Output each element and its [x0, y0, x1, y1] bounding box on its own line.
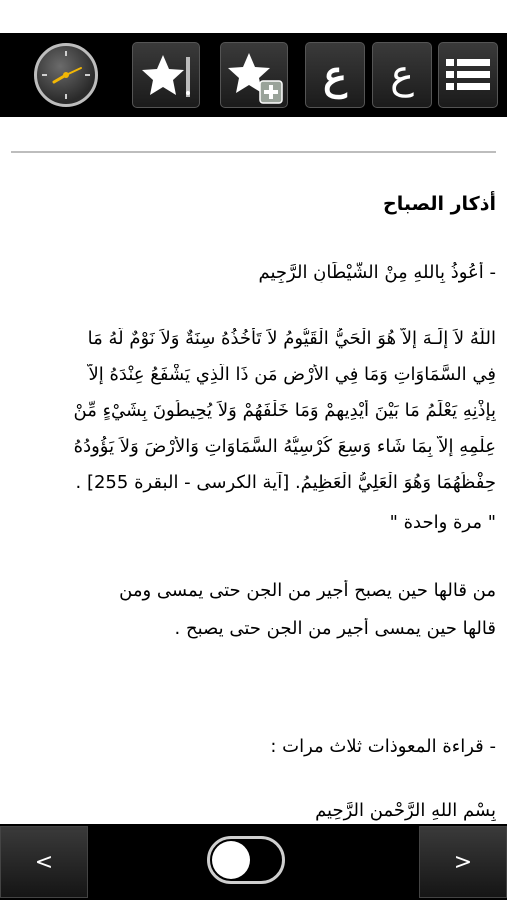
- status-strip: [0, 0, 507, 33]
- bottom-bar: [0, 824, 507, 900]
- content-divider: [11, 151, 496, 153]
- star-bookmark-icon: [136, 45, 196, 105]
- text-line: قالها حين يمسى أجير من الجن حتى يصبح .: [174, 618, 496, 639]
- text-line: من قالها حين يصبح أجير من الجن حتى يمسى ومن: [119, 580, 496, 601]
- previous-button[interactable]: [0, 826, 88, 898]
- text-line: فِي السَّمَاوَاتِ وَمَا فِي الأَرْضِ مَن ذَا الَّذِي يَشْفَعُ عِنْدَهُ إِلاَّ: [88, 364, 496, 385]
- menu-list-icon: [444, 55, 492, 95]
- toolbar: [0, 33, 507, 117]
- text-line: - أَعُوذُ بِاللهِ مِنْ الشَّيْطَانِ الرَّجِيمِ: [258, 262, 496, 283]
- toggle-switch[interactable]: [207, 836, 285, 884]
- article-title: أذكار الصباح: [383, 193, 496, 215]
- next-label: >: [453, 849, 473, 875]
- ain-light-icon: ع: [390, 52, 414, 98]
- previous-label: <: [34, 849, 54, 875]
- text-line: - قراءة المعوذات ثلاث مرات :: [270, 736, 496, 757]
- next-button[interactable]: [419, 826, 507, 898]
- text-line: اللّهُ لاَ إِلَـهَ إِلاَّ هُوَ الْحَيُّ الْقَيُّومُ لاَ تَأْخُذُهُ سِنَةٌ وَلاَ نَوْمٌ لَّهُ مَا: [87, 328, 496, 349]
- ain-bold-icon: ع: [323, 51, 347, 99]
- star-bookmark-add-icon: [224, 45, 284, 105]
- text-line: بِإِذْنِهِ يَعْلَمُ مَا بَيْنَ أَيْدِيهِمْ وَمَا خَلْفَهُمْ وَلاَ يُحِيطُونَ بِشَيْءٍ مِّنْ: [73, 400, 496, 421]
- toggle-knob: [212, 841, 250, 879]
- clock-button[interactable]: [30, 42, 102, 108]
- text-line: " مرة واحدة ": [389, 512, 496, 533]
- text-line: حِفْظُهُمَا وَهُوَ الْعَلِيُّ الْعَظِيمُ. [آية الكرسى - البقرة 255] .: [75, 472, 496, 493]
- bookmarks-button[interactable]: [132, 42, 200, 108]
- clock-icon: [34, 43, 98, 107]
- text-line: عِلْمِهِ إِلاَّ بِمَا شَاء وَسِعَ كُرْسِيُّهُ السَّمَاوَاتِ وَالأَرْضَ وَلاَ يَؤُودُهُ: [73, 436, 496, 457]
- add-bookmark-button[interactable]: [220, 42, 288, 108]
- menu-button[interactable]: [438, 42, 498, 108]
- text-line: بِسْمِ اللهِ الرَّحْمنِ الرَّحِيمِ: [315, 800, 496, 821]
- font-bold-button[interactable]: [305, 42, 365, 108]
- font-light-button[interactable]: [372, 42, 432, 108]
